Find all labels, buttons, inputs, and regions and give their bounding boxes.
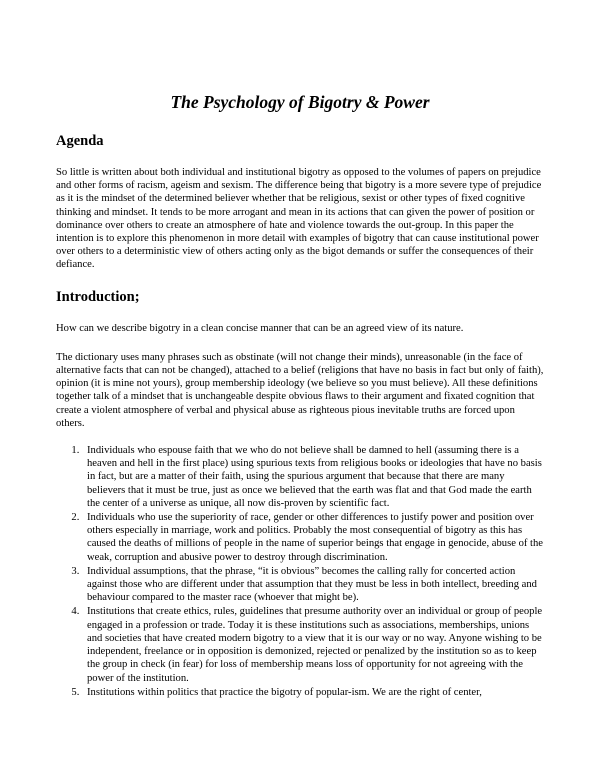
introduction-heading: Introduction; bbox=[56, 288, 140, 305]
document-page bbox=[56, 92, 544, 700]
list-item: 5. Institutions within politics that practice the bigotry of popular-ism. We are the right of center, bbox=[82, 686, 544, 699]
bigotry-types-list bbox=[56, 444, 544, 699]
agenda-paragraph: So little is written about both individual and institutional bigotry as opposed to the volumes of papers on prejudice and other forms of racism, ageism and sexism. The difference being that bigotry is a more severe type of prejudice as it is the mindset of the determined believer whether that be religious, sexist or other types of fixed cognitive thinking and mindset. It tends to be more arrogant and mean in its actions that can given the power of position or dominance over others to create an atmosphere of hate and violence towards the out-group. In this paper the intention is to explore this phenomenon in more detail with examples of bigotry that can cause institutional power over others to a deterministic view of others acting only as the bigot demands or suffer the consequences of their defiance. bbox=[56, 167, 542, 271]
list-item: 3. Individual assumptions, that the phrase, “it is obvious” becomes the calling rally for concerted action against those who are different under that assumption that they must be less in both intellect, breeding and behaviour compared to the master race (whoever that might be). bbox=[82, 565, 544, 605]
list-item: 1. Individuals who espouse faith that we who do not believe shall be damned to hell (assuming there is a heaven and hell in the first place) using spurious texts from religious books or ideologies that have no basis in fact, but are a matter of their faith, using the spurious argument that because that there are many believers that it must be true, just as once we believed that the earth was flat and that God made the earth the center of a universe as unique, all now dis-proven by scientific fact. bbox=[82, 444, 544, 510]
list-item: 4. Institutions that create ethics, rules, guidelines that presume authority over an individual or group of people engaged in a profession or trade. Today it is these institutions such as associations, memberships, unions and societies that have created modern bigotry to a view that it is our way or no way. Anyone wishing to be independent, freelance or in opposition is demonized, rejected or penalized by the institution so as to keep the group in check (in fear) for loss of membership means loss of opportunity for not agreeing with the power of the institution. bbox=[82, 605, 544, 684]
introduction-question-paragraph: How can we describe bigotry in a clean concise manner that can be an agreed view of its nature. bbox=[56, 322, 464, 334]
list-item: 2. Individuals who use the superiority of race, gender or other differences to justify power and position over others especially in marriage, work and politics. Probably the most consequential of bigotry as this has caused the deaths of millions of people in the name of superior beings that engage in genocide, abuse of the weak, corruption and abusive power to destroy through discrimination. bbox=[82, 511, 544, 564]
document-title: The Psychology of Bigotry & Power bbox=[170, 92, 430, 112]
agenda-heading: Agenda bbox=[56, 133, 104, 149]
definitions-paragraph: The dictionary uses many phrases such as obstinate (will not change their minds), unreasonable (in the face of alternative facts that can not be changed), attached to a belief (religions that have no basis in fact but only of faith), opinion (it is mine not yours), group membership ideology (we believe so you must believe). All these definitions together talk of a mindset that is unchangeable despite obvious flaws to their argument and fixated cognition that create a violent atmosphere of verbal and physical abuse as righteous pious inevitable truths are forced upon others. bbox=[56, 351, 544, 429]
